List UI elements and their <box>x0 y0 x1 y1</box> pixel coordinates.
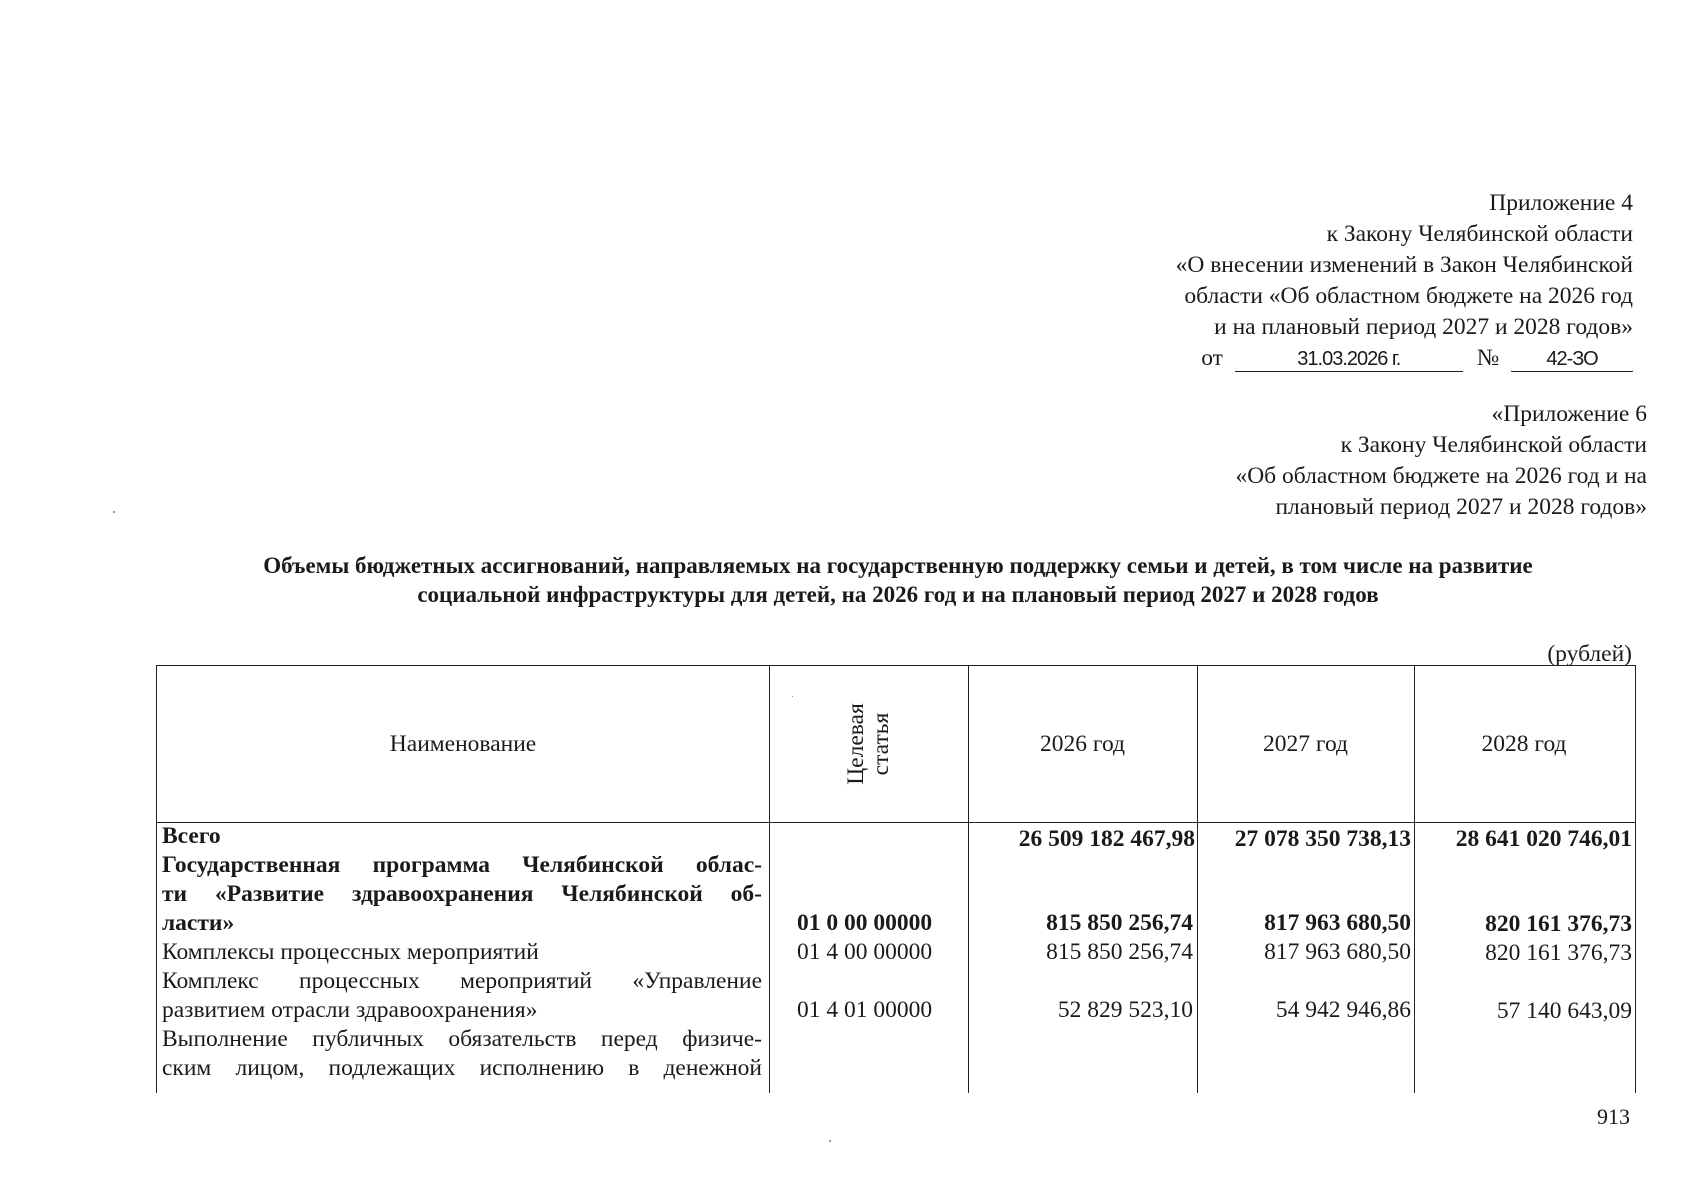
original-attachment-header <box>1235 399 1647 523</box>
row-complexes-2027: 817 963 680,50 <box>1264 939 1411 965</box>
header-name: Наименование <box>389 730 537 757</box>
row-management-name-line: развитием отрасли здравоохранения» <box>162 997 538 1023</box>
header-target-article-line: Целевая <box>842 703 869 785</box>
original-attachment-line: плановый период 2027 и 2028 годов» <box>1275 494 1647 520</box>
row-program-name-line: Государственная программа Челябинской облас- <box>162 852 762 878</box>
row-total-2028: 28 641 020 746,01 <box>1455 826 1632 852</box>
attachment-line: области «Об областном бюджете на 2026 год <box>1184 283 1633 309</box>
row-program-code: 01 0 00 00000 <box>797 910 933 936</box>
attachment-signature-line <box>1176 343 1633 374</box>
law-number: 42-ЗО <box>1511 347 1633 372</box>
row-management-2028: 57 140 643,09 <box>1496 998 1632 1024</box>
document-title-line: социальной инфраструктуры для детей, на 2026 год и на плановый период 2027 и 2028 годов <box>417 582 1379 607</box>
row-obligations-name-line: Выполнение публичных обязательств перед физиче- <box>162 1026 762 1052</box>
scan-speck <box>829 1140 831 1142</box>
attachment-line: Приложение 4 <box>1489 190 1633 216</box>
date-prefix: от <box>1201 345 1223 371</box>
scan-speck <box>113 511 115 513</box>
row-program-2026: 815 850 256,74 <box>1046 910 1193 936</box>
row-program-name-line: ти «Развитие здравоохранения Челябинской об- <box>162 881 762 907</box>
row-management-2026: 52 829 523,10 <box>1057 997 1193 1023</box>
document-title <box>150 551 1646 609</box>
original-attachment-line: «Приложение 6 <box>1491 401 1647 427</box>
original-attachment-line: к Закону Челябинской области <box>1340 432 1647 458</box>
units-label: (рублей) <box>1547 641 1632 667</box>
attachment-line: к Закону Челябинской области <box>1326 221 1633 247</box>
row-total-name: Всего <box>162 823 221 849</box>
header-2027: 2027 год <box>1263 730 1348 757</box>
attachment-header <box>1176 188 1633 374</box>
header-2026: 2026 год <box>1040 730 1125 757</box>
number-prefix: № <box>1476 345 1500 371</box>
row-management-name-line: Комплекс процессных мероприятий «Управление <box>162 968 762 994</box>
scan-speck <box>792 696 793 697</box>
page-number: 913 <box>1597 1104 1630 1129</box>
row-complexes-code: 01 4 00 00000 <box>797 939 933 965</box>
row-program-name-line: ласти» <box>162 910 235 936</box>
document-title-line: Объемы бюджетных ассигнований, направляемых на государственную поддержку семьи и детей, в том числе на развитие <box>263 553 1533 578</box>
attachment-line: «О внесении изменений в Закон Челябинской <box>1175 252 1633 278</box>
row-obligations-name-line: ским лицом, подлежащих исполнению в денежной <box>162 1055 762 1081</box>
header-divider <box>157 822 1635 823</box>
attachment-line: и на плановый период 2027 и 2028 годов» <box>1214 314 1633 340</box>
header-2028: 2028 год <box>1481 730 1567 757</box>
header-target-article <box>769 666 968 822</box>
row-total-2027: 27 078 350 738,13 <box>1234 826 1411 852</box>
row-complexes-2028: 820 161 376,73 <box>1485 940 1632 966</box>
law-date: 31.03.2026 г. <box>1235 347 1463 372</box>
row-complexes-name: Комплексы процессных мероприятий <box>162 939 539 965</box>
row-program-2027: 817 963 680,50 <box>1264 910 1411 936</box>
row-program-2028: 820 161 376,73 <box>1485 911 1632 937</box>
budget-table <box>156 665 1636 1093</box>
row-total-2026: 26 509 182 467,98 <box>1018 826 1195 852</box>
header-target-article-line: статья <box>867 712 894 776</box>
original-attachment-line: «Об областном бюджете на 2026 год и на <box>1235 463 1647 489</box>
row-management-2027: 54 942 946,86 <box>1275 997 1411 1023</box>
row-complexes-2026: 815 850 256,74 <box>1046 939 1193 965</box>
row-management-code: 01 4 01 00000 <box>797 997 933 1023</box>
header-target-article-label <box>844 703 894 785</box>
